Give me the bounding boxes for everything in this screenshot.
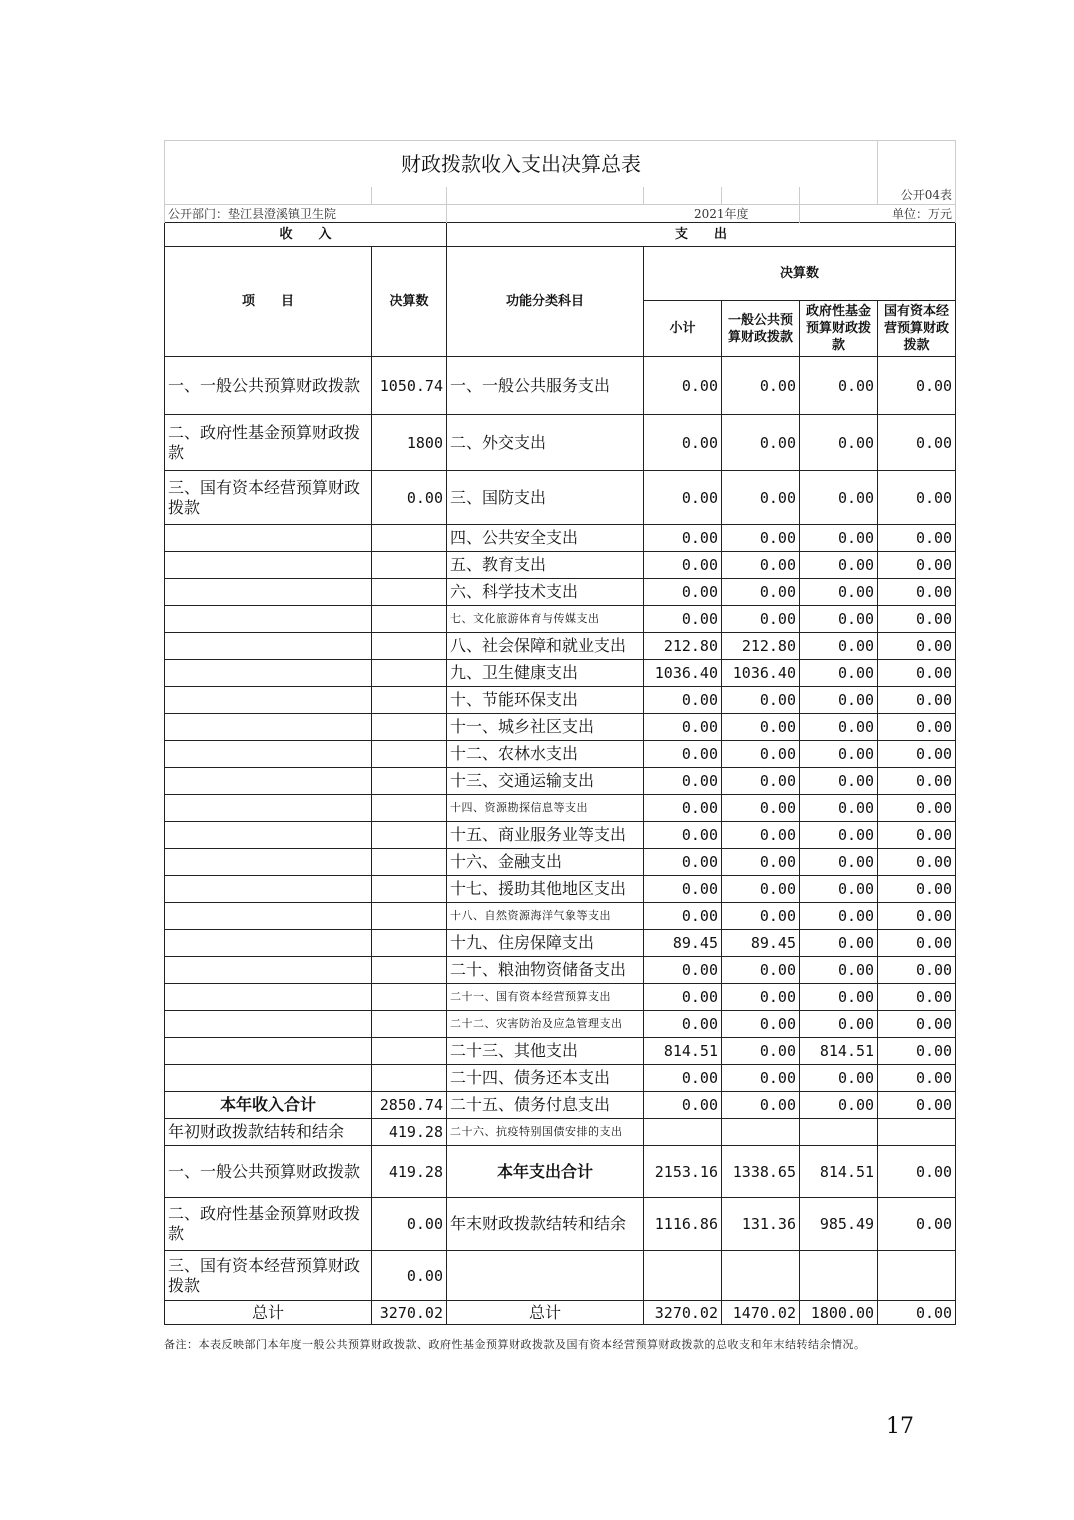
general-budget-value: 0.00 <box>722 357 800 415</box>
expense-item: 十、节能环保支出 <box>447 687 644 714</box>
fund-budget-value: 0.00 <box>800 741 878 768</box>
subtotal-value: 0.00 <box>644 876 722 903</box>
table-row <box>165 606 956 633</box>
state-capital-value: 0.00 <box>878 633 956 660</box>
table-row <box>165 930 956 957</box>
expense-item <box>447 1251 644 1301</box>
general-budget-value: 1470.02 <box>722 1301 800 1325</box>
income-amount: 1800 <box>372 415 447 471</box>
subtotal-value: 0.00 <box>644 1092 722 1119</box>
expense-item: 年末财政拨款结转和结余 <box>447 1198 644 1251</box>
income-item <box>165 957 372 984</box>
expense-header: 支 出 <box>447 223 956 247</box>
income-amount: 3270.02 <box>372 1301 447 1325</box>
income-header: 收 入 <box>165 223 447 247</box>
expense-item: 四、公共安全支出 <box>447 525 644 552</box>
subtotal-value: 0.00 <box>644 687 722 714</box>
income-amount <box>372 768 447 795</box>
income-item <box>165 714 372 741</box>
income-item: 年初财政拨款结转和结余 <box>165 1119 372 1146</box>
table-row <box>165 1065 956 1092</box>
state-capital-value: 0.00 <box>878 357 956 415</box>
table-row <box>165 714 956 741</box>
fund-budget-value: 0.00 <box>800 660 878 687</box>
expense-item: 二、外交支出 <box>447 415 644 471</box>
general-budget-value: 0.00 <box>722 741 800 768</box>
income-amount: 419.28 <box>372 1146 447 1198</box>
general-budget-value: 0.00 <box>722 606 800 633</box>
general-budget-value: 0.00 <box>722 525 800 552</box>
income-amount <box>372 1011 447 1038</box>
income-item <box>165 1038 372 1065</box>
state-capital-value: 0.00 <box>878 606 956 633</box>
func-header: 功能分类科目 <box>447 247 644 357</box>
income-item <box>165 1011 372 1038</box>
fund-budget-value: 0.00 <box>800 525 878 552</box>
expense-item: 二十二、灾害防治及应急管理支出 <box>447 1011 644 1038</box>
item-header: 项 目 <box>165 247 372 357</box>
fund-budget-value: 0.00 <box>800 957 878 984</box>
expense-item: 十九、住房保障支出 <box>447 930 644 957</box>
table-row <box>165 903 956 930</box>
table-row <box>165 660 956 687</box>
fund-budget-value: 0.00 <box>800 795 878 822</box>
table-row <box>165 471 956 525</box>
form-code-row <box>165 187 956 205</box>
general-budget-value: 1036.40 <box>722 660 800 687</box>
table-row <box>165 984 956 1011</box>
income-amount <box>372 687 447 714</box>
state-capital-value: 0.00 <box>878 1038 956 1065</box>
subtotal-value: 0.00 <box>644 357 722 415</box>
expense-item: 五、教育支出 <box>447 552 644 579</box>
income-amount <box>372 903 447 930</box>
general-budget-value: 0.00 <box>722 552 800 579</box>
table-row <box>165 1038 956 1065</box>
income-amount: 0.00 <box>372 1198 447 1251</box>
income-amount: 0.00 <box>372 471 447 525</box>
expense-item: 二十一、国有资本经营预算支出 <box>447 984 644 1011</box>
income-item: 三、国有资本经营预算财政拨款 <box>165 1251 372 1301</box>
table-row <box>165 633 956 660</box>
table-row <box>165 1146 956 1198</box>
state-capital-value: 0.00 <box>878 552 956 579</box>
general-budget-value: 0.00 <box>722 1038 800 1065</box>
expense-item: 九、卫生健康支出 <box>447 660 644 687</box>
income-item <box>165 579 372 606</box>
fund-budget-value: 814.51 <box>800 1038 878 1065</box>
table-row <box>165 1301 956 1325</box>
subtotal-value: 0.00 <box>644 1011 722 1038</box>
income-item <box>165 633 372 660</box>
expense-item: 十八、自然资源海洋气象等支出 <box>447 903 644 930</box>
income-item <box>165 822 372 849</box>
expense-item: 八、社会保障和就业支出 <box>447 633 644 660</box>
state-capital-value: 0.00 <box>878 579 956 606</box>
state-capital-value: 0.00 <box>878 930 956 957</box>
general-budget-value: 0.00 <box>722 1011 800 1038</box>
income-amount <box>372 876 447 903</box>
general-budget-value: 0.00 <box>722 1065 800 1092</box>
income-item <box>165 525 372 552</box>
general-budget-value <box>722 1251 800 1301</box>
fund-budget-value: 0.00 <box>800 930 878 957</box>
income-item <box>165 903 372 930</box>
general-budget-value: 0.00 <box>722 579 800 606</box>
fund-budget-value <box>800 1119 878 1146</box>
general-budget-value: 131.36 <box>722 1198 800 1251</box>
table-row <box>165 849 956 876</box>
income-amount <box>372 660 447 687</box>
fund-budget-value: 0.00 <box>800 1065 878 1092</box>
amount-header: 决算数 <box>372 247 447 357</box>
subtotal-value: 0.00 <box>644 606 722 633</box>
state-capital-value: 0.00 <box>878 849 956 876</box>
state-capital-value: 0.00 <box>878 471 956 525</box>
fund-budget-value: 985.49 <box>800 1198 878 1251</box>
state-capital-value: 0.00 <box>878 984 956 1011</box>
income-amount <box>372 714 447 741</box>
subtotal-value: 2153.16 <box>644 1146 722 1198</box>
fund-budget-value: 0.00 <box>800 849 878 876</box>
income-amount: 1050.74 <box>372 357 447 415</box>
department-label: 公开部门：垫江县澄溪镇卫生院 <box>165 205 447 223</box>
income-item <box>165 795 372 822</box>
income-item <box>165 930 372 957</box>
income-amount: 2850.74 <box>372 1092 447 1119</box>
income-item: 二、政府性基金预算财政拨款 <box>165 415 372 471</box>
income-item: 二、政府性基金预算财政拨款 <box>165 1198 372 1251</box>
income-amount <box>372 849 447 876</box>
state-capital-value: 0.00 <box>878 876 956 903</box>
budget-table-sheet <box>164 140 955 1325</box>
general-budget-value: 0.00 <box>722 903 800 930</box>
fund-budget-value: 0.00 <box>800 768 878 795</box>
fund-budget-value: 0.00 <box>800 903 878 930</box>
expense-item: 二十三、其他支出 <box>447 1038 644 1065</box>
general-budget-value: 89.45 <box>722 930 800 957</box>
income-item: 总计 <box>165 1301 372 1325</box>
expense-item: 一、一般公共服务支出 <box>447 357 644 415</box>
income-item: 一、一般公共预算财政拨款 <box>165 1146 372 1198</box>
income-amount <box>372 552 447 579</box>
subtotal-value: 1036.40 <box>644 660 722 687</box>
state-capital-value: 0.00 <box>878 1092 956 1119</box>
table-row <box>165 415 956 471</box>
expense-item: 十四、资源勘探信息等支出 <box>447 795 644 822</box>
fund-budget-value: 0.00 <box>800 714 878 741</box>
table-row <box>165 876 956 903</box>
table-row <box>165 1011 956 1038</box>
column-header-row-1 <box>165 247 956 301</box>
general-budget-value: 0.00 <box>722 957 800 984</box>
state-capital-value <box>878 1119 956 1146</box>
state-capital-value: 0.00 <box>878 768 956 795</box>
fund-budget-value: 0.00 <box>800 415 878 471</box>
subtotal-value <box>644 1119 722 1146</box>
state-capital-value: 0.00 <box>878 822 956 849</box>
fund-budget-value: 0.00 <box>800 984 878 1011</box>
general-budget-value: 0.00 <box>722 415 800 471</box>
fund-budget-value <box>800 1251 878 1301</box>
state-capital-value: 0.00 <box>878 795 956 822</box>
fund-budget-value: 0.00 <box>800 606 878 633</box>
general-budget-value: 0.00 <box>722 714 800 741</box>
table-row <box>165 1251 956 1301</box>
subtotal-value: 0.00 <box>644 957 722 984</box>
fund-budget-value: 0.00 <box>800 552 878 579</box>
subtotal-value: 0.00 <box>644 471 722 525</box>
income-item <box>165 1065 372 1092</box>
subtotal-value: 0.00 <box>644 822 722 849</box>
income-amount <box>372 957 447 984</box>
year-label: 2021年度 <box>644 205 800 223</box>
general-budget-value: 0.00 <box>722 768 800 795</box>
expense-item: 二十五、债务付息支出 <box>447 1092 644 1119</box>
income-item <box>165 552 372 579</box>
subtotal-value: 3270.02 <box>644 1301 722 1325</box>
state-capital-value: 0.00 <box>878 741 956 768</box>
expense-item: 十三、交通运输支出 <box>447 768 644 795</box>
state-capital-value: 0.00 <box>878 1065 956 1092</box>
table-row <box>165 687 956 714</box>
income-amount <box>372 1038 447 1065</box>
meta-row <box>165 205 956 223</box>
table-row <box>165 768 956 795</box>
subtotal-value: 0.00 <box>644 984 722 1011</box>
subtotal-value: 0.00 <box>644 849 722 876</box>
expense-item: 七、文化旅游体育与传媒支出 <box>447 606 644 633</box>
table-row <box>165 525 956 552</box>
expense-item: 十二、农林水支出 <box>447 741 644 768</box>
subtotal-value: 1116.86 <box>644 1198 722 1251</box>
general-budget-value <box>722 1119 800 1146</box>
expense-item: 十七、援助其他地区支出 <box>447 876 644 903</box>
table-row <box>165 1092 956 1119</box>
fund-budget-value: 0.00 <box>800 876 878 903</box>
table-body <box>165 357 956 1325</box>
income-amount <box>372 984 447 1011</box>
income-amount <box>372 633 447 660</box>
income-amount <box>372 741 447 768</box>
general-budget-value: 0.00 <box>722 795 800 822</box>
state-capital-value: 0.00 <box>878 903 956 930</box>
state-capital-value: 0.00 <box>878 660 956 687</box>
income-item <box>165 876 372 903</box>
subtotal-value: 0.00 <box>644 741 722 768</box>
footnote: 备注：本表反映部门本年度一般公共预算财政拨款、政府性基金预算财政拨款及国有资本经营预算财政拨款的总收支和年末结转结余情况。 <box>164 1338 866 1351</box>
subtotal-value: 0.00 <box>644 579 722 606</box>
page-number: 17 <box>886 1414 914 1439</box>
subtotal-value: 0.00 <box>644 768 722 795</box>
general-budget-value: 0.00 <box>722 1092 800 1119</box>
general-budget-header: 一般公共预算财政拨款 <box>722 301 800 357</box>
income-item <box>165 741 372 768</box>
unit-label: 单位：万元 <box>878 205 956 223</box>
subtotal-value: 0.00 <box>644 903 722 930</box>
general-budget-value: 0.00 <box>722 471 800 525</box>
income-amount <box>372 822 447 849</box>
general-budget-value: 1338.65 <box>722 1146 800 1198</box>
subtotal-header: 小计 <box>644 301 722 357</box>
income-amount <box>372 1065 447 1092</box>
subtotal-value: 0.00 <box>644 552 722 579</box>
fund-budget-value: 0.00 <box>800 1011 878 1038</box>
subtotal-value: 0.00 <box>644 525 722 552</box>
table-row <box>165 741 956 768</box>
subtotal-value: 212.80 <box>644 633 722 660</box>
income-item: 本年收入合计 <box>165 1092 372 1119</box>
expense-item: 二十四、债务还本支出 <box>447 1065 644 1092</box>
table-row <box>165 795 956 822</box>
state-capital-value: 0.00 <box>878 714 956 741</box>
general-budget-value: 0.00 <box>722 822 800 849</box>
table-row <box>165 1198 956 1251</box>
fund-budget-value: 0.00 <box>800 579 878 606</box>
fund-budget-value: 0.00 <box>800 471 878 525</box>
state-capital-value: 0.00 <box>878 1301 956 1325</box>
expense-item: 十一、城乡社区支出 <box>447 714 644 741</box>
general-budget-value: 212.80 <box>722 633 800 660</box>
expense-item: 本年支出合计 <box>447 1146 644 1198</box>
fund-budget-value: 0.00 <box>800 1092 878 1119</box>
state-capital-value: 0.00 <box>878 1198 956 1251</box>
fund-budget-value: 814.51 <box>800 1146 878 1198</box>
table-row <box>165 357 956 415</box>
fund-budget-value: 0.00 <box>800 687 878 714</box>
subtotal-value: 0.00 <box>644 714 722 741</box>
state-capital-value: 0.00 <box>878 1011 956 1038</box>
income-amount: 419.28 <box>372 1119 447 1146</box>
page-title: 财政拨款收入支出决算总表 <box>165 141 878 187</box>
income-item <box>165 984 372 1011</box>
table-row <box>165 1119 956 1146</box>
state-capital-value: 0.00 <box>878 687 956 714</box>
general-budget-value: 0.00 <box>722 687 800 714</box>
general-budget-value: 0.00 <box>722 876 800 903</box>
table-row <box>165 822 956 849</box>
section-header-row <box>165 223 956 247</box>
income-item <box>165 660 372 687</box>
fund-budget-header: 政府性基金预算财政拨款 <box>800 301 878 357</box>
form-code: 公开04表 <box>878 187 956 205</box>
table-row <box>165 957 956 984</box>
expense-item: 二十六、抗疫特别国债安排的支出 <box>447 1119 644 1146</box>
income-amount <box>372 525 447 552</box>
income-item: 一、一般公共预算财政拨款 <box>165 357 372 415</box>
general-budget-value: 0.00 <box>722 849 800 876</box>
table-row <box>165 579 956 606</box>
income-amount <box>372 606 447 633</box>
expense-item: 十五、商业服务业等支出 <box>447 822 644 849</box>
income-amount <box>372 795 447 822</box>
fund-budget-value: 1800.00 <box>800 1301 878 1325</box>
subtotal-value <box>644 1251 722 1301</box>
income-item <box>165 849 372 876</box>
fund-budget-value: 0.00 <box>800 822 878 849</box>
income-amount: 0.00 <box>372 1251 447 1301</box>
income-item: 三、国有资本经营预算财政拨款 <box>165 471 372 525</box>
title-row <box>165 141 956 187</box>
income-item <box>165 687 372 714</box>
income-item <box>165 768 372 795</box>
subtotal-value: 0.00 <box>644 795 722 822</box>
expense-item: 总计 <box>447 1301 644 1325</box>
fund-budget-value: 0.00 <box>800 357 878 415</box>
expense-item: 三、国防支出 <box>447 471 644 525</box>
table-row <box>165 552 956 579</box>
state-capital-value: 0.00 <box>878 957 956 984</box>
state-capital-value: 0.00 <box>878 525 956 552</box>
income-amount <box>372 579 447 606</box>
fund-budget-value: 0.00 <box>800 633 878 660</box>
state-capital-value <box>878 1251 956 1301</box>
general-budget-value: 0.00 <box>722 984 800 1011</box>
state-capital-value: 0.00 <box>878 415 956 471</box>
subtotal-value: 0.00 <box>644 1065 722 1092</box>
expense-item: 十六、金融支出 <box>447 849 644 876</box>
state-capital-header: 国有资本经营预算财政拨款 <box>878 301 956 357</box>
subtotal-value: 814.51 <box>644 1038 722 1065</box>
expense-item: 二十、粮油物资储备支出 <box>447 957 644 984</box>
subtotal-value: 89.45 <box>644 930 722 957</box>
expense-item: 六、科学技术支出 <box>447 579 644 606</box>
budget-table <box>164 140 956 1325</box>
income-amount <box>372 930 447 957</box>
settle-header: 决算数 <box>644 247 956 301</box>
state-capital-value: 0.00 <box>878 1146 956 1198</box>
subtotal-value: 0.00 <box>644 415 722 471</box>
income-item <box>165 606 372 633</box>
